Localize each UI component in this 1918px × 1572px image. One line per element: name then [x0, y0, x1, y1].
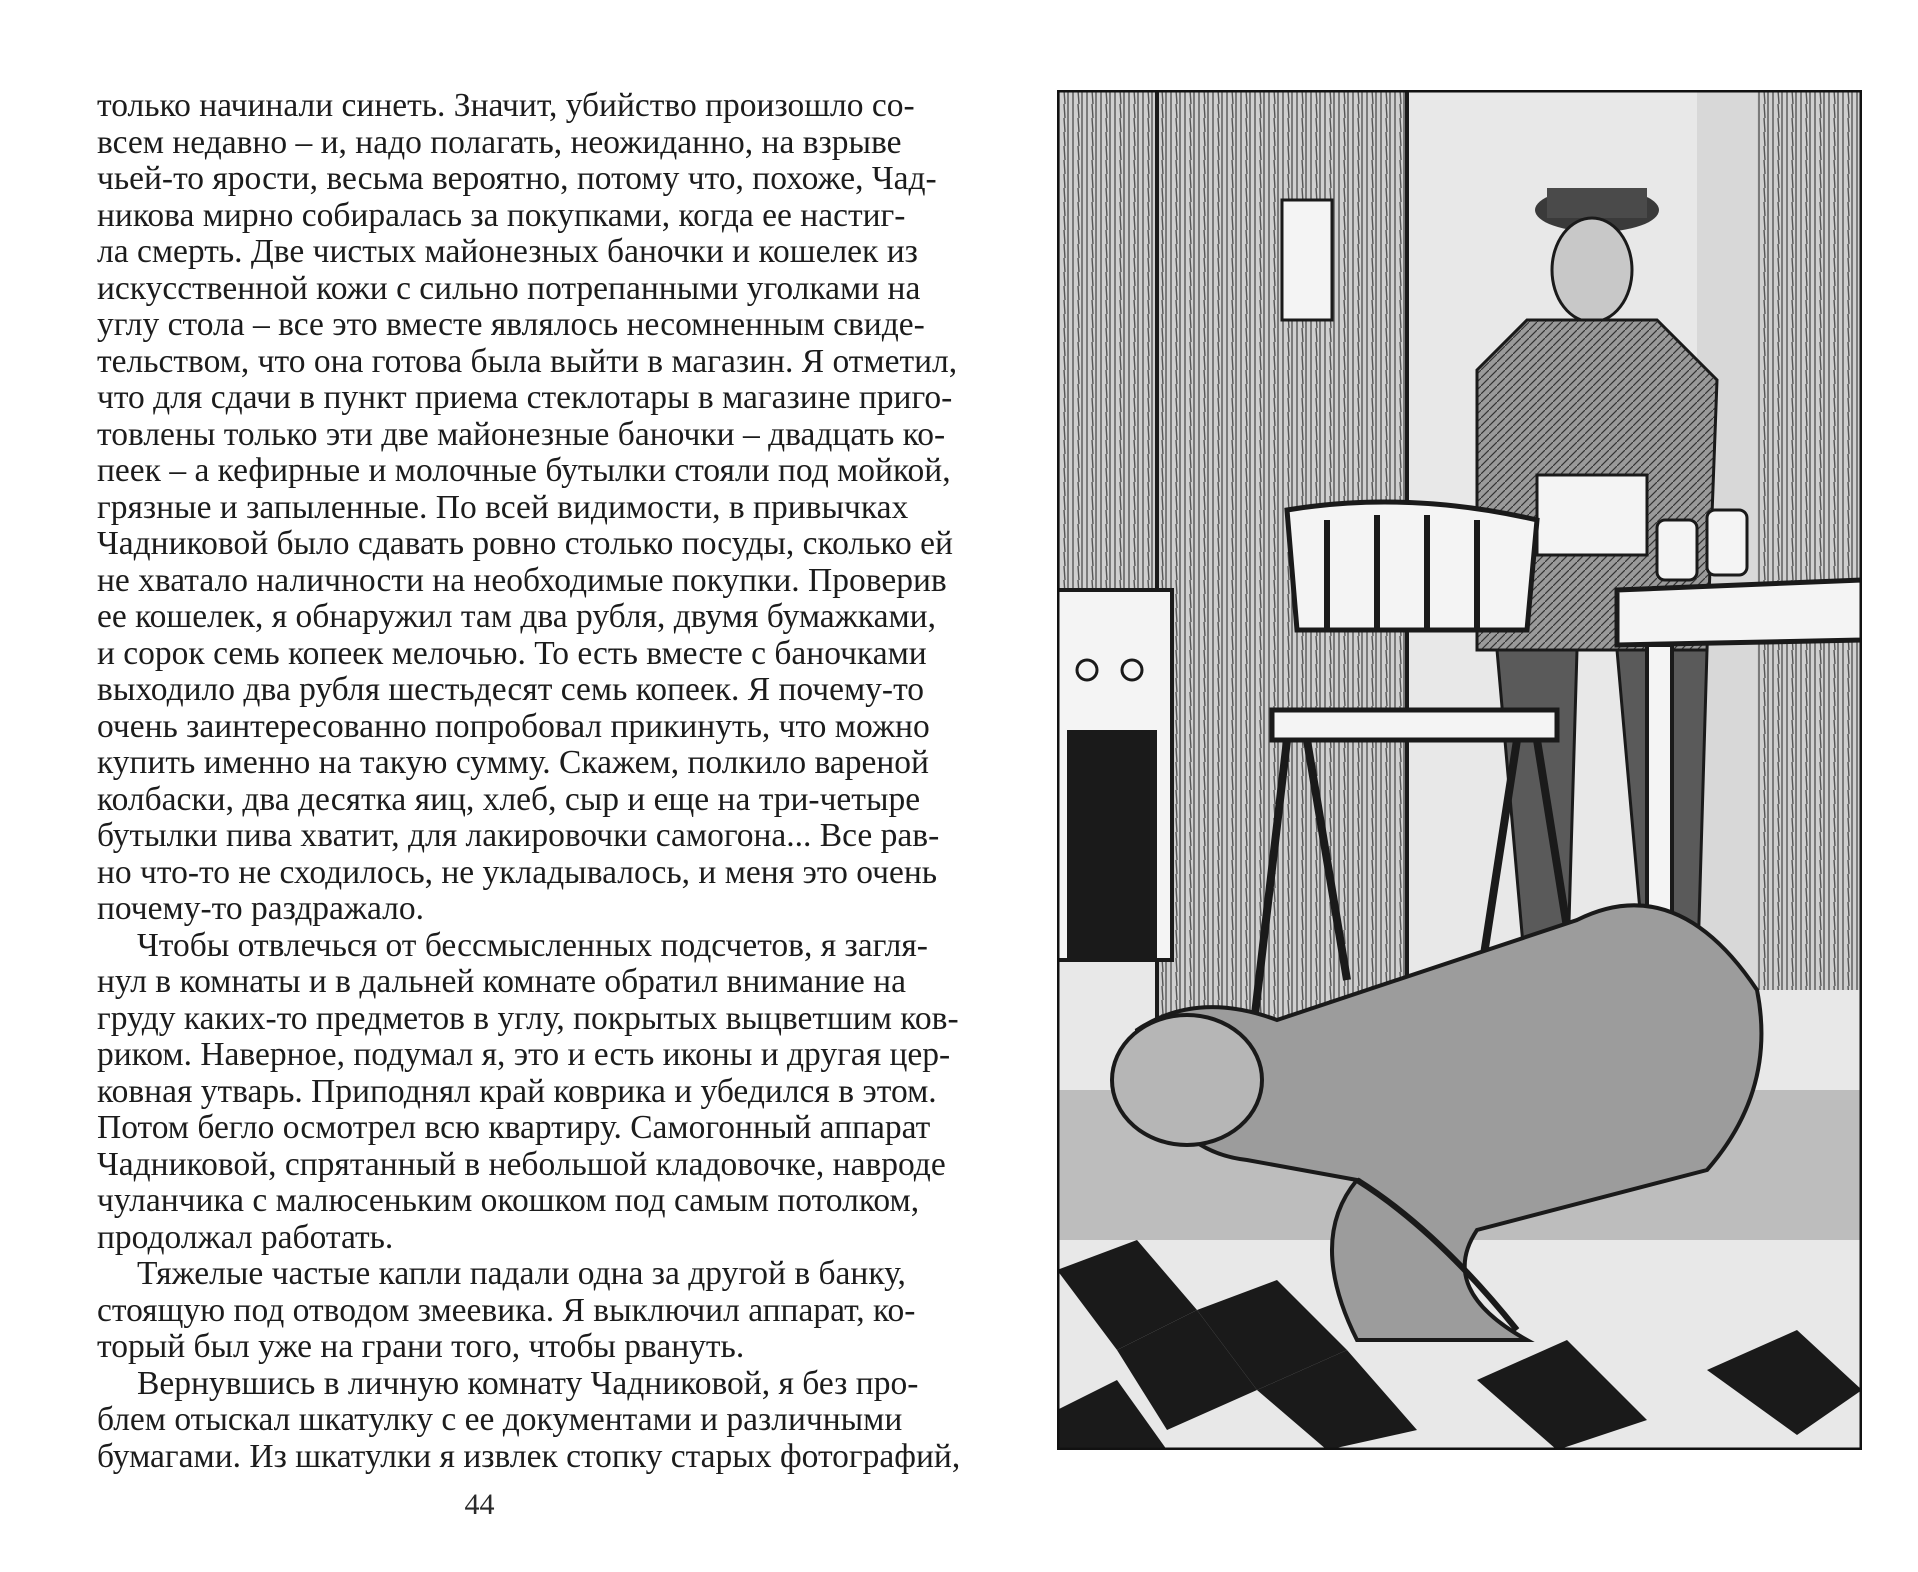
text-line: стоящую под отводом змеевика. Я выключил аппарат, ко-: [97, 1291, 916, 1329]
text-line: и сорок семь копеек мелочью. То есть вместе с баночками: [97, 634, 927, 672]
text-line: Вернувшись в личную комнату Чадниковой, я без про-: [137, 1364, 919, 1402]
text-line: ковная утварь. Приподнял край коврика и убедился в этом.: [97, 1072, 937, 1110]
text-line: колбаски, два десятка яиц, хлеб, сыр и еще на три-четыре: [97, 780, 921, 818]
text-line: Чадниковой было сдавать ровно столько посуды, сколько ей: [97, 525, 953, 562]
text-line: грязные и запыленные. По всей видимости, в привычках: [97, 488, 909, 526]
text-line: нул в комнаты и в дальней комнате обратил внимание на: [97, 963, 906, 1000]
text-line: торый был уже на грани того, чтобы рвануть.: [97, 1328, 745, 1365]
text-line: тельством, что она готова была выйти в магазин. Я отметил,: [97, 342, 958, 380]
text-line: чьей-то ярости, весьма вероятно, потому что, похоже, Чад-: [97, 160, 937, 197]
text-line: пеек – а кефирные и молочные бутылки стояли под мойкой,: [97, 452, 951, 489]
text-line: Чадниковой, спрятанный в небольшой кладовочке, навроде: [97, 1145, 946, 1183]
text-line: но что-то не сходилось, не укладывалось, и меня это очень: [97, 853, 938, 891]
text-line: ее кошелек, я обнаружил там два рубля, двумя бумажками,: [97, 598, 936, 635]
text-line: товлены только эти две майонезные баночки – двадцать ко-: [97, 415, 946, 453]
body-text: [97, 87, 961, 1475]
text-line: бутылки пива хватит, для лакировочки самогона... Все рав-: [97, 817, 940, 854]
text-line: Потом бегло осмотрел всю квартиру. Самогонный аппарат: [97, 1109, 931, 1146]
text-line: выходило два рубля шестьдесят семь копеек. Я почему-то: [97, 671, 925, 708]
text-line: не хватало наличности на необходимые покупки. Проверив: [97, 561, 947, 599]
text-line: что для сдачи в пункт приема стеклотары в магазине приго-: [97, 379, 953, 416]
text-line: всем недавно – и, надо полагать, неожиданно, на взрыве: [97, 123, 902, 161]
text-line: почему-то раздражало.: [97, 890, 425, 927]
text-line: только начинали синеть. Значит, убийство произошло со-: [97, 87, 915, 124]
page-number: 44: [464, 1488, 495, 1521]
text-line: Тяжелые частые капли падали одна за другой в банку,: [137, 1255, 906, 1292]
text-line: риком. Наверное, подумал я, это и есть иконы и другая цер-: [97, 1036, 951, 1073]
text-line: ла смерть. Две чистых майонезных баночки и кошелек из: [97, 233, 918, 270]
text-line: бумагами. Из шкатулки я извлек стопку старых фотографий,: [97, 1437, 961, 1475]
text-line: блем отыскал шкатулку с ее документами и различными: [97, 1401, 903, 1438]
text-line: очень заинтересованно попробовал прикинуть, что можно: [97, 707, 930, 745]
text-line: углу стола – все это вместе являлось несомненным свиде-: [97, 306, 925, 343]
text-line: Чтобы отвлечься от бессмысленных подсчетов, я загля-: [137, 926, 928, 964]
text-line: купить именно на такую сумму. Скажем, полкило вареной: [97, 744, 929, 781]
text-line: продолжал работать.: [97, 1218, 394, 1256]
text-line: никова мирно собиралась за покупками, когда ее настиг-: [97, 196, 906, 234]
illustration-kitchen-scene: [1057, 90, 1862, 1450]
text-line: груду каких-то предметов в углу, покрытых выцветшим ков-: [97, 999, 959, 1037]
text-line: искусственной кожи с сильно потрепанными уголками на: [97, 269, 921, 307]
illustration-drawing: [1057, 90, 1862, 1450]
text-line: чуланчика с малюсеньким окошком под самым потолком,: [97, 1182, 920, 1219]
